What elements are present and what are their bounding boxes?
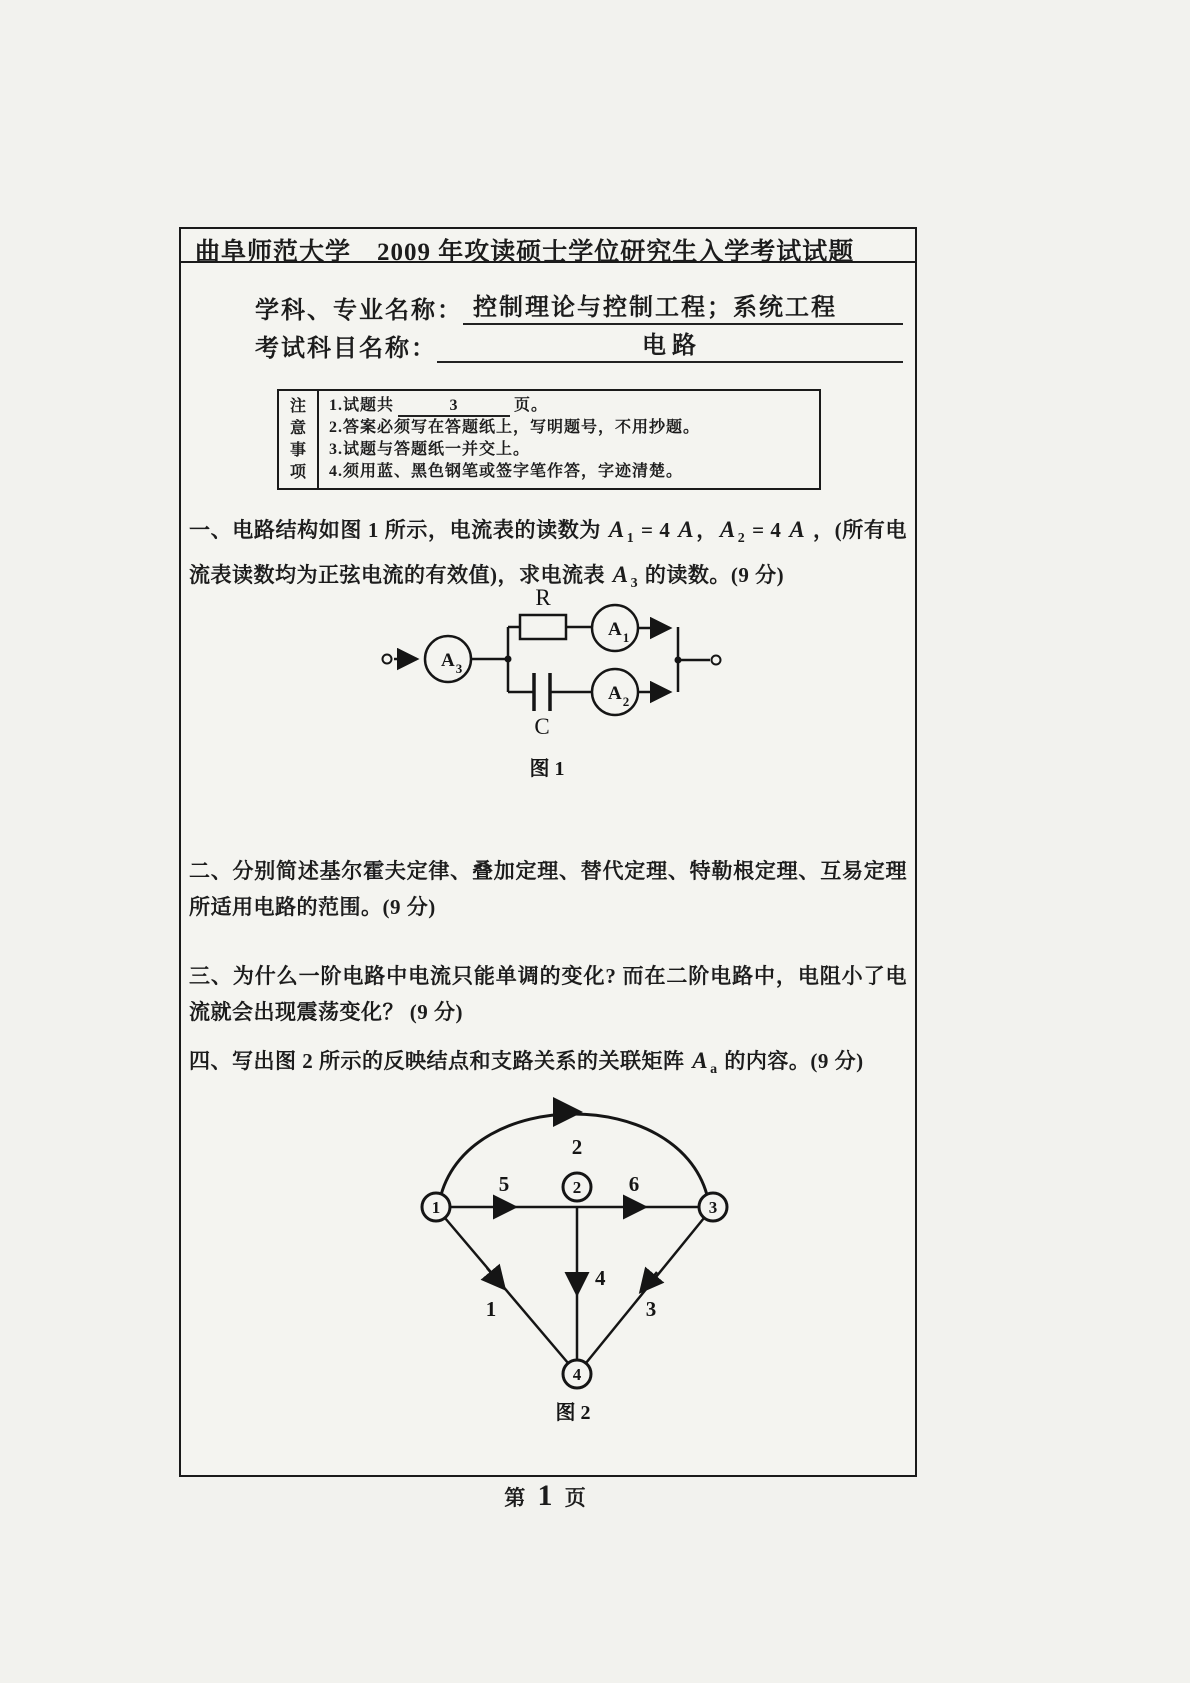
notice-item-1-post: 页。 bbox=[514, 397, 549, 414]
course-field-row bbox=[255, 325, 903, 363]
exam-paper-frame bbox=[179, 227, 917, 1477]
graph-node-labels bbox=[432, 1178, 718, 1384]
notice-item-1 bbox=[329, 395, 811, 417]
node-3-label: 3 bbox=[708, 1198, 718, 1217]
edge-5-label: 5 bbox=[498, 1172, 510, 1196]
text-run: ， bbox=[696, 518, 718, 542]
node-4-label: 4 bbox=[572, 1365, 582, 1384]
terminal-right bbox=[712, 656, 721, 665]
footer-prefix: 第 bbox=[504, 1486, 528, 1510]
question-3: 三、为什么一阶电路中电流只能单调的变化? 而在二阶电路中，电阻小了电流就会出现震荡变化？ (9 分) bbox=[189, 964, 907, 1024]
text-run: A bbox=[789, 517, 806, 542]
graph-nodes bbox=[422, 1173, 727, 1388]
node-1-label: 1 bbox=[431, 1198, 441, 1217]
ammeter-a2-label: $A_2$ bbox=[608, 683, 630, 709]
notice-item-1-pre: 1.试题共 bbox=[329, 397, 395, 414]
ammeter-a1-label: $A_1$ bbox=[608, 619, 630, 645]
notice-item-4: 4.须用蓝、黑色钢笔或签字笔作答，字迹清楚。 bbox=[329, 463, 684, 480]
course-value: 电路 bbox=[437, 325, 903, 363]
edge-3-arrow bbox=[642, 1272, 657, 1290]
text-run: A bbox=[719, 517, 736, 542]
notice-side-char: 事 bbox=[289, 441, 306, 459]
subject-field-row bbox=[255, 287, 903, 325]
text-run: A bbox=[612, 562, 629, 587]
capacitor-label: C bbox=[534, 714, 550, 739]
notice-items bbox=[319, 391, 819, 488]
text-run: 四、写出图 2 所示的反映结点和支路关系的关联矩阵 bbox=[189, 1049, 691, 1073]
node-2-label: 2 bbox=[572, 1178, 582, 1197]
notice-side-char: 意 bbox=[289, 419, 306, 437]
edge-2-label: 2 bbox=[571, 1135, 583, 1159]
resistor-symbol bbox=[520, 615, 566, 639]
question-4 bbox=[189, 1043, 907, 1088]
text-run: 的内容。(9 分) bbox=[718, 1049, 864, 1073]
text-run: 1 bbox=[626, 531, 635, 546]
subject-value: 控制理论与控制工程；系统工程 bbox=[463, 287, 903, 325]
edge-3-label: 3 bbox=[645, 1297, 657, 1321]
notice-box bbox=[277, 389, 821, 490]
circuit-diagram bbox=[367, 587, 767, 787]
graph-edge-labels bbox=[486, 1135, 657, 1321]
course-label: 考试科目名称： bbox=[255, 336, 437, 362]
figure-1-caption: 图 1 bbox=[529, 758, 565, 780]
notice-page-count-blank: 3 bbox=[398, 397, 510, 417]
terminal-left bbox=[383, 655, 392, 664]
notice-side-char: 项 bbox=[289, 463, 306, 481]
graph-diagram bbox=[391, 1092, 751, 1432]
notice-item-3: 3.试题与答题纸一并交上。 bbox=[329, 441, 531, 458]
text-run: = 4 bbox=[746, 518, 788, 542]
text-run: a bbox=[710, 1062, 718, 1077]
resistor-label: R bbox=[535, 587, 551, 610]
notice-side-label bbox=[279, 391, 319, 488]
text-run: A bbox=[678, 517, 695, 542]
figure-1-circuit bbox=[367, 587, 767, 787]
edge-3-line bbox=[586, 1218, 704, 1363]
circuit-wires bbox=[383, 605, 721, 715]
text-run: = 4 bbox=[635, 518, 677, 542]
text-run: 一、电路结构如图 1 所示，电流表的读数为 bbox=[189, 518, 607, 542]
edge-1-line bbox=[445, 1218, 568, 1363]
page-footer bbox=[179, 1479, 913, 1513]
ammeter-a3-label: $A_3$ bbox=[441, 650, 463, 676]
text-run: ，(所有电流表读数均为正弦电流的有效值)，求电流表 bbox=[189, 518, 908, 587]
edge-1-arrow bbox=[487, 1268, 503, 1287]
figure-2-graph bbox=[391, 1092, 751, 1432]
notice-item-2: 2.答案必须写在答题纸上，写明题号，不用抄题。 bbox=[329, 419, 701, 436]
footer-suffix: 页 bbox=[564, 1486, 588, 1510]
text-run: A bbox=[608, 517, 625, 542]
text-run: 3 bbox=[630, 576, 639, 591]
question-2: 二、分别简述基尔霍夫定律、叠加定理、替代定理、特勒根定理、互易定理所适用电路的范围。(9 分) bbox=[189, 859, 907, 919]
page-number: 1 bbox=[537, 1479, 555, 1512]
text-run: 的读数。(9 分) bbox=[639, 563, 785, 587]
text-run: A bbox=[692, 1048, 709, 1073]
edge-1-label: 1 bbox=[485, 1297, 497, 1321]
junction-dot-right bbox=[675, 657, 682, 664]
junction-dot-left bbox=[505, 656, 512, 663]
edge-4-label: 4 bbox=[595, 1266, 606, 1290]
figure-2-caption: 图 2 bbox=[555, 1402, 591, 1424]
text-run: 2 bbox=[737, 531, 746, 546]
edge-6-label: 6 bbox=[628, 1172, 640, 1196]
subject-label: 学科、专业名称： bbox=[255, 298, 463, 324]
exam-title: 曲阜师范大学 2009 年攻读硕士学位研究生入学考试试题 bbox=[181, 229, 915, 263]
notice-side-char: 注 bbox=[289, 397, 306, 415]
